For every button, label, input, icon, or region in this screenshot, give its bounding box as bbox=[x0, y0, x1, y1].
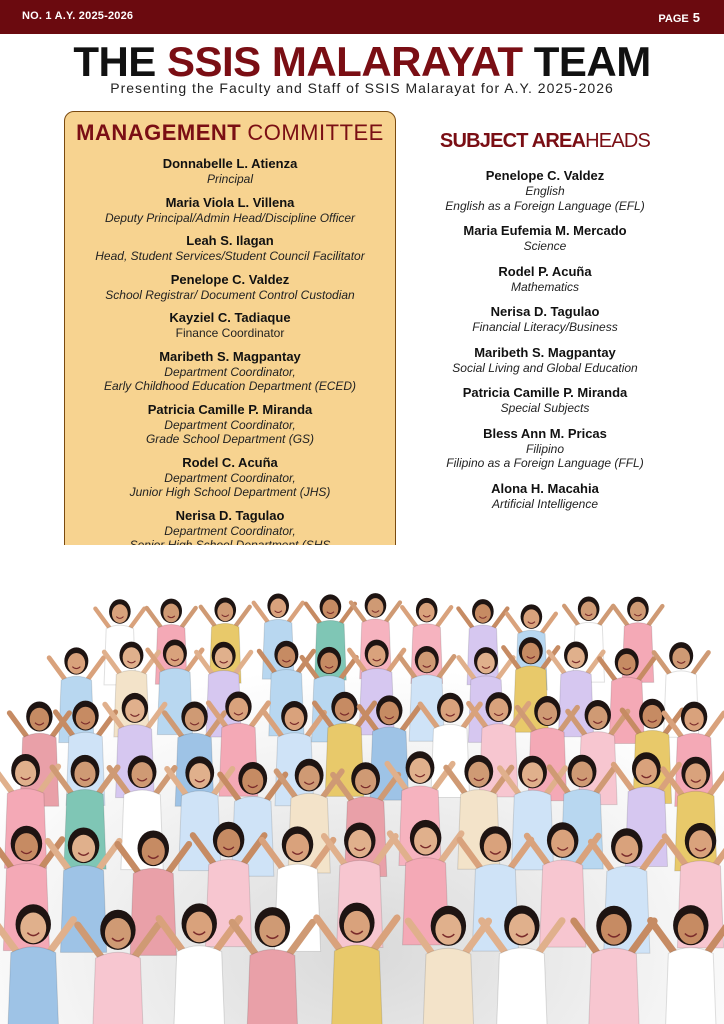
member-department: Early Childhood Education Department (ECED) bbox=[103, 379, 357, 393]
list-item bbox=[65, 195, 395, 226]
page-subtitle: Presenting the Faculty and Staff of SSIS Malarayat for A.Y. 2025-2026 bbox=[110, 80, 614, 96]
team-group-photo bbox=[0, 545, 724, 1024]
management-committee-box bbox=[64, 111, 396, 561]
subject-heads-heading-light: HEADS bbox=[585, 130, 651, 152]
member-name: Patricia Camille P. Miranda bbox=[462, 385, 628, 400]
subject-heads-list bbox=[432, 168, 658, 511]
member-subject: Filipino bbox=[525, 441, 564, 456]
list-item bbox=[432, 481, 658, 512]
list-item bbox=[65, 156, 395, 187]
member-department: Grade School Department (GS) bbox=[145, 432, 315, 446]
member-name: Maribeth S. Magpantay bbox=[159, 348, 301, 364]
member-name: Donnabelle L. Atienza bbox=[162, 156, 298, 171]
list-item bbox=[432, 426, 658, 471]
member-subject: Artificial Intelligence bbox=[491, 496, 599, 511]
member-subject: Special Subjects bbox=[500, 401, 590, 415]
member-subject: English bbox=[525, 184, 565, 198]
member-name: Nerisa D. Tagulao bbox=[175, 507, 285, 523]
list-item bbox=[65, 455, 395, 500]
member-name: Penelope C. Valdez bbox=[170, 271, 290, 287]
management-heading-light: COMMITTEE bbox=[247, 120, 384, 145]
list-item bbox=[65, 402, 395, 447]
list-item bbox=[432, 385, 658, 416]
member-name: Maribeth S. Magpantay bbox=[474, 344, 616, 360]
member-role: Department Coordinator, bbox=[164, 523, 296, 538]
subject-area-heads bbox=[432, 128, 658, 521]
page-title bbox=[0, 38, 724, 86]
member-subject: Social Living and Global Education bbox=[452, 360, 638, 375]
member-subject-detail: Filipino as a Foreign Language (FFL) bbox=[446, 456, 644, 470]
member-role: Department Coordinator, bbox=[164, 417, 296, 432]
management-heading bbox=[65, 120, 395, 146]
member-role: Finance Coordinator bbox=[175, 326, 285, 340]
title-part-1: THE bbox=[73, 38, 156, 85]
member-role: Head, Student Services/Student Council Facilitator bbox=[95, 249, 365, 263]
list-item bbox=[432, 304, 658, 335]
title-part-3: TEAM bbox=[533, 38, 651, 85]
member-name: Kayziel C. Tadiaque bbox=[169, 310, 291, 325]
list-item bbox=[65, 233, 395, 264]
member-name: Patricia Camille P. Miranda bbox=[147, 401, 313, 417]
member-name: Leah S. Ilagan bbox=[186, 233, 274, 248]
member-name: Nerisa D. Tagulao bbox=[490, 304, 600, 319]
subject-heads-heading bbox=[432, 128, 658, 154]
member-name: Bless Ann M. Pricas bbox=[483, 425, 607, 441]
title-part-2: SSIS MALARAYAT bbox=[166, 38, 523, 85]
member-subject: Science bbox=[523, 239, 567, 253]
member-role: School Registrar/ Document Control Custodian bbox=[105, 287, 355, 302]
member-name: Penelope C. Valdez bbox=[485, 168, 605, 183]
management-list bbox=[65, 156, 395, 553]
page-number: 5 bbox=[692, 10, 700, 25]
member-name: Maria Viola L. Villena bbox=[165, 194, 295, 210]
list-item bbox=[432, 264, 658, 295]
subject-heads-heading-bold: SUBJECT AREA bbox=[439, 130, 586, 152]
member-subject-detail: English as a Foreign Language (EFL) bbox=[445, 198, 645, 213]
member-name: Rodel P. Acuña bbox=[498, 263, 592, 279]
list-item bbox=[432, 345, 658, 376]
top-banner bbox=[0, 0, 724, 34]
member-subject: Financial Literacy/Business bbox=[472, 320, 618, 334]
member-department: Junior High School Department (JHS) bbox=[129, 485, 331, 499]
list-item bbox=[65, 310, 395, 341]
member-role: Principal bbox=[206, 172, 254, 186]
list-item bbox=[65, 349, 395, 394]
page-label: PAGE bbox=[658, 13, 689, 25]
management-heading-bold: MANAGEMENT bbox=[76, 120, 242, 145]
member-name: Rodel C. Acuña bbox=[182, 454, 278, 470]
issue-label: NO. 1 A.Y. 2025-2026 bbox=[22, 10, 134, 22]
list-item bbox=[432, 223, 658, 254]
member-name: Maria Eufemia M. Mercado bbox=[463, 223, 627, 238]
member-role: Department Coordinator, bbox=[164, 470, 296, 485]
member-subject: Mathematics bbox=[510, 279, 580, 294]
list-item bbox=[65, 272, 395, 303]
member-role: Department Coordinator, bbox=[164, 364, 296, 379]
member-role: Deputy Principal/Admin Head/Discipline Officer bbox=[104, 210, 356, 225]
list-item bbox=[432, 168, 658, 213]
member-name: Alona H. Macahia bbox=[491, 480, 599, 496]
page-indicator bbox=[658, 10, 700, 25]
